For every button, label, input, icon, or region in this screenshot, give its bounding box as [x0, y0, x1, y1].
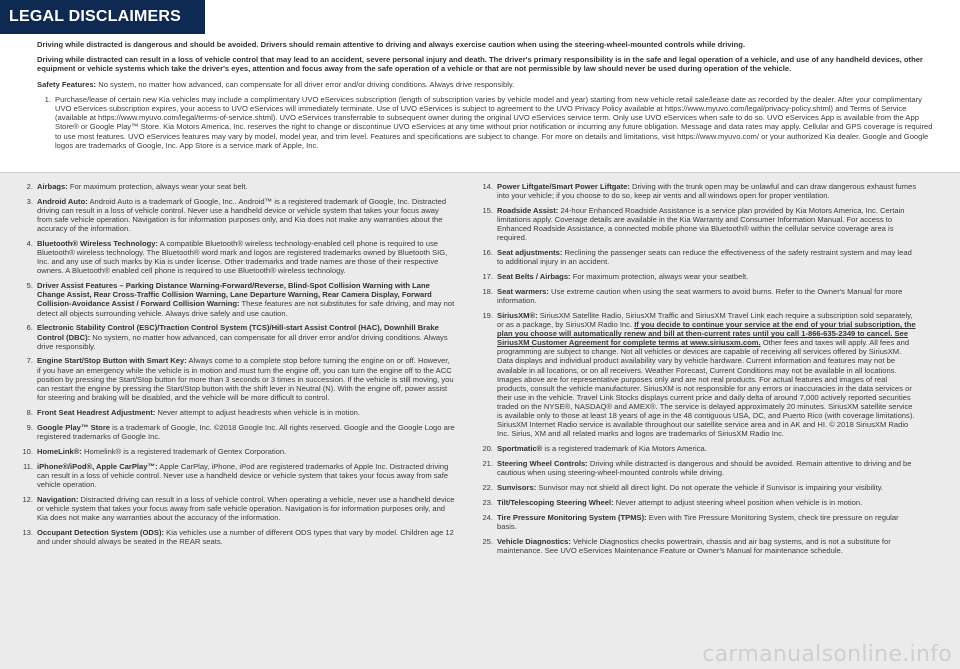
- disclaimer-number: 6.: [26, 323, 33, 333]
- disclaimer-item: [17, 281, 455, 317]
- disclaimer-label: Steering Wheel Controls:: [497, 459, 588, 469]
- disclaimer-number: 24.: [482, 512, 493, 522]
- disclaimer-item: [477, 248, 917, 266]
- disclaimer-body: Android Auto is a trademark of Google, Inc.. Android™ is a registered trademark of Google, Inc. Distracted driving can result in a loss of vehicle control. Never use a handheld device or vehicle system that takes your focus away from safe vehicle operation. Navigation is for information purposes only, and Kia does not make any warranties about the accuracy of the information.: [37, 196, 447, 234]
- disclaimer-item: [477, 206, 917, 242]
- right-column: [477, 182, 917, 561]
- disclaimer-label: Front Seat Headrest Adjustment:: [37, 407, 156, 417]
- disclaimer-body: 24-hour Enhanced Roadside Assistance is a service plan provided by Kia Motors America, Inc. Certain limitations apply. Coverage details are available in the Kia Warranty and Consumer Information Manual. For access to Enhanced Roadside Assistance, a connected mobile phone via Bluetooth® within the cellular service coverage area is required.: [497, 205, 905, 243]
- renewal-notice: If you decide to continue your service at the end of your trial subscription, the plan you choose will automatically renew and bill at then-current rates until you call 1-866-635-2349 to cancel. See SiriusXM Customer Agreement for complete terms at www.siriusxm.com.: [497, 320, 916, 348]
- disclaimer-body: is a trademark of Google, Inc. ©2018 Google Inc. All rights reserved. Google and the Google Logo are registered trademarks of Google Inc.: [37, 422, 455, 441]
- disclaimer-label: Driver Assist Features – Parking Distance Warning-Forward/Reverse, Blind-Spot Collision Warning with Lane Change Assist, Rear Cross-Traffic Collision Warning, Lane Departure Warning, Rear Camera Display, Forward Collision-Avoidance Assist / Forward Collision Warning:: [37, 281, 432, 309]
- disclaimer-label: Google Play™ Store: [37, 422, 111, 432]
- disclaimer-body: Driving while distracted is dangerous and should be avoided. Remain attentive to driving and be cautious when using steering-wheel-mounted controls while driving.: [497, 459, 912, 478]
- disclaimer-label: Engine Start/Stop Button with Smart Key:: [37, 356, 187, 366]
- disclaimer-item: [477, 311, 917, 438]
- safety-features-notice: [37, 80, 937, 89]
- disclaimer-item: [477, 459, 917, 477]
- disclaimer-text: [497, 272, 917, 281]
- disclaimer-text: [37, 281, 455, 317]
- disclaimer-label: Navigation:: [37, 494, 79, 504]
- disclaimer-text: [497, 444, 917, 453]
- disclaimer-number: 8.: [26, 407, 33, 417]
- disclaimer-number: 21.: [482, 459, 493, 469]
- disclaimer-label: SiriusXM®:: [497, 311, 538, 321]
- disclaimer-item: [17, 323, 455, 350]
- disclaimer-body: For maximum protection, always wear your seatbelt.: [570, 272, 749, 282]
- disclaimer-body: Apple CarPlay, iPhone, iPod are registered trademarks of Apple Inc. Distracted driving can result in a loss of vehicle control. Never use a handheld device or vehicle system that takes your focus away from safe vehicle operation.: [37, 461, 449, 489]
- watermark: carmanualsonline.info: [702, 642, 952, 667]
- disclaimer-text: [497, 513, 917, 531]
- disclaimer-label: Vehicle Diagnostics:: [497, 536, 571, 546]
- disclaimer-item: [17, 462, 455, 489]
- disclaimer-text: [37, 495, 455, 522]
- disclaimer-number: 18.: [482, 287, 493, 297]
- disclaimer-text: [497, 248, 917, 266]
- disclaimer-number: 22.: [482, 483, 493, 492]
- disclaimer-body: Homelink® is a registered trademark of Gentex Corporation.: [81, 446, 287, 456]
- disclaimer-item: [477, 444, 917, 453]
- disclaimer-text: [37, 356, 455, 401]
- disclaimer-text: [497, 483, 917, 492]
- disclaimer-text: [37, 528, 455, 546]
- disclaimer-body: Distracted driving can result in a loss of vehicle control. When operating a vehicle, never use a handheld device or vehicle system that takes your focus away from safe vehicle operation. Navigation is for information purposes only, and Kia does not make any warranties about the accuracy of the information.: [37, 494, 455, 522]
- disclaimer-label: Occupant Detection System (ODS):: [37, 527, 165, 537]
- disclaimer-body: Even with Tire Pressure Monitoring System, check tire pressure on regular basis.: [497, 512, 899, 531]
- disclaimer-text: [37, 447, 455, 456]
- disclaimer-label: Tire Pressure Monitoring System (TPMS):: [497, 512, 647, 522]
- disclaimer-body: Driving with the trunk open may be unlawful and can draw dangerous exhaust fumes into your vehicle; if you choose to do so, keep air vents and all windows open for proper ventilation.: [497, 182, 917, 201]
- disclaimer-number: 4.: [26, 239, 33, 249]
- disclaimer-text: [497, 182, 917, 200]
- disclaimer-number: 13.: [22, 527, 33, 537]
- disclaimer-number: 10.: [22, 446, 33, 456]
- disclaimer-label: Tilt/Telescoping Steering Wheel:: [497, 497, 614, 507]
- disclaimer-number: 14.: [482, 182, 493, 191]
- disclaimer-item: [477, 182, 917, 200]
- disclaimer-body: Kia vehicles use a number of different ODS types that vary by model. Children age 12 and under should always be seated in the REAR seats.: [37, 527, 454, 546]
- disclaimer-number: 12.: [22, 494, 33, 504]
- disclaimer-item: [477, 272, 917, 281]
- disclaimer-label: Android Auto:: [37, 196, 88, 206]
- disclaimer-number: 5.: [26, 281, 33, 291]
- disclaimer-item: [17, 423, 455, 441]
- disclaimer-label: Electronic Stability Control (ESC)/Traction Control System (TCS)/Hill-start Assist Control (HAC), Downhill Brake Control (DBC):: [37, 323, 439, 342]
- disclaimer-item: [17, 495, 455, 522]
- disclaimer-number: 25.: [482, 536, 493, 546]
- safety-features-label: Safety Features:: [37, 79, 97, 89]
- disclaimer-item: [477, 287, 917, 305]
- disclaimer-text: [37, 462, 455, 489]
- disclaimer-text: [37, 408, 455, 417]
- disclaimer-item: [17, 239, 455, 275]
- disclaimer-body: Always come to a complete stop before turning the engine on or off. However, if you have an emergency while the vehicle is in motion and must turn the engine off, you can turn the engine off to the ACC position by pressing the Start/Stop button for more than 3 seconds or 3 times in succession. If the vehicle is still moving, you can restart the engine by pressing the Start/Stop button with the shift lever in Neutral (N). With the engine off, power assist for steering and braking will be disabled, and the vehicle will be more difficult to control.: [37, 356, 454, 402]
- disclaimer-item: [477, 498, 917, 507]
- disclaimer-item: [477, 483, 917, 492]
- driver-responsibility-notice: Driving while distracted can result in a loss of vehicle control that may lead to an accident, severe personal injury and death. The driver's primary responsibility is in the safe and legal operation of a vehicle, and use of any handheld devices, other equipment or vehicle systems which take the driver's eyes, attention and focus away from the safe operation of a vehicle or that are not permissible by law should never be used during operation of the vehicle.: [37, 55, 923, 74]
- disclaimer-number: 17.: [482, 272, 493, 282]
- disclaimer-body: A compatible Bluetooth® wireless technology-enabled cell phone is required to use Bluetooth® wireless technology. The Bluetooth® word mark and logos are registered trademarks owned by Bluetooth SIG, Inc. and any use of such marks by Kia is under license. Other trademarks and trade names are those of their respective owners. A Bluetooth® enabled cell phone is required to use Bluetooth® wireless technology.: [37, 239, 448, 276]
- disclaimer-item: [477, 537, 917, 555]
- disclaimer-label: Power Liftgate/Smart Power Liftgate:: [497, 182, 630, 191]
- disclaimer-label: Seat adjustments:: [497, 248, 563, 258]
- disclaimer-body: SiriusXM Satellite Radio, SiriusXM Traffic and SiriusXM Travel Link each require a subscription sold separately, or as a package, by SiriusXM Radio Inc.: [497, 311, 913, 330]
- disclaimer-item: [17, 356, 455, 401]
- disclaimer-item: [17, 197, 455, 233]
- disclaimer-number: 19.: [482, 311, 493, 321]
- disclaimer-text: [497, 311, 917, 438]
- left-column: [17, 182, 455, 552]
- disclaimer-item: [17, 528, 455, 546]
- disclaimer-text: [37, 197, 455, 233]
- disclaimer-item: [17, 408, 455, 417]
- disclaimer-body: Vehicle Diagnostics checks powertrain, chassis and air bag systems, and is not a substitute for maintenance. See UVO eServices Maintenance Feature or Owner's Manual for maintenance schedule.: [497, 536, 891, 555]
- disclaimer-label: Airbags:: [37, 182, 68, 191]
- disclaimer-item: [17, 447, 455, 456]
- disclaimer-body: Sunvisor may not shield all direct light. Do not operate the vehicle if Sunvisor is impairing your visibility.: [536, 483, 884, 492]
- disclaimer-body: These features are not substitutes for safe driving, and may not detect all objects surrounding vehicle. Always drive safely and use caution.: [37, 299, 455, 318]
- disclaimer-text: [37, 423, 455, 441]
- intro-section: [37, 40, 937, 156]
- distracted-driving-notice: Driving while distracted is dangerous and should be avoided. Drivers should remain attentive to driving and always exercise caution when using the steering-wheel-mounted controls while driving.: [37, 40, 746, 49]
- disclaimer-label: Sunvisors:: [497, 483, 537, 492]
- disclaimer-body: No system, no matter how advanced, can compensate for all driver error and/or driving conditions. Always drive responsibly.: [37, 332, 448, 351]
- disclaimer-text: [497, 459, 917, 477]
- disclaimer-body: Never attempt to adjust steering wheel position when vehicle is in motion.: [613, 497, 863, 507]
- disclaimer-body: Use extreme caution when using the seat warmers to avoid burns. Refer to the Owner's Manual for more information.: [497, 287, 903, 306]
- disclaimer-text: [37, 182, 455, 191]
- disclaimer-body: For maximum protection, always wear your seat belt.: [67, 182, 248, 191]
- disclaimer-number: 16.: [482, 248, 493, 258]
- disclaimer-item: [17, 182, 455, 191]
- disclaimer-label: HomeLink®:: [37, 446, 82, 456]
- disclaimer-body-continued: Other fees and taxes will apply. All fees and programming are subject to change. Not all vehicles or devices are capable of receiving all services offered by SiriusXM. Data displays and individual product availability vary by vehicle hardware. Current information and features may not be available in all locations, or on all receivers. Weather Forecast, Current Conditions may not be available in all locations. Images above are for representative purposes only and are not real products. For actual features and images of real products, consult the vehicle manufacturer. SiriusXM is not responsible for any errors or inaccuracies in the data services or their use in the vehicle. Travel Link Stocks displays current price and daily delta of around 7,000 actively reported securities traded on the NYSE®, NASDAQ® and AMEX®. The service is delayed approximately 20 minutes. SiriusXM satellite service is available only to those at least 18 years of age in the 48 contiguous USA, DC, and Puerto Rico (with coverage limitations). SiriusXM Internet Radio service is available throughout our satellite service area and in AK and HI. © 2018 SiriusXM Radio Inc. Sirius, XM and all related marks and logos are trademarks of SiriusXM Radio Inc.: [497, 338, 915, 439]
- disclaimer-item: [37, 95, 937, 150]
- disclaimer-label: Bluetooth® Wireless Technology:: [37, 239, 158, 249]
- disclaimer-number: 20.: [482, 444, 493, 454]
- disclaimer-text: [497, 537, 917, 555]
- disclaimer-number: 23.: [482, 497, 493, 507]
- disclaimer-label: Seat Belts / Airbags:: [497, 272, 571, 282]
- disclaimer-number: 7.: [26, 356, 33, 366]
- page-title: LEGAL DISCLAIMERS: [9, 8, 182, 25]
- disclaimer-number: 2.: [26, 182, 33, 191]
- disclaimer-label: iPhone®/iPod®, Apple CarPlay™:: [37, 461, 158, 471]
- disclaimer-label: Sportmatic®: [497, 444, 543, 454]
- disclaimer-text: [497, 498, 917, 507]
- disclaimer-number: 15.: [482, 205, 493, 215]
- disclaimer-body: Never attempt to adjust headrests when vehicle is in motion.: [155, 407, 361, 417]
- disclaimer-number: 3.: [26, 196, 33, 206]
- safety-features-text: No system, no matter how advanced, can compensate for all driver error and/or driving conditions. Always drive responsibly.: [96, 79, 515, 89]
- disclaimer-number: 11.: [23, 461, 33, 471]
- disclaimer-item: [477, 513, 917, 531]
- disclaimer-body: is a registered trademark of Kia Motors America.: [542, 444, 707, 454]
- disclaimer-text: [497, 206, 917, 242]
- disclaimer-text: [37, 239, 455, 275]
- disclaimer-label: Roadside Assist:: [497, 205, 559, 215]
- disclaimer-number: 1.: [44, 94, 51, 104]
- page-header: [0, 0, 205, 34]
- disclaimer-label: Seat warmers:: [497, 287, 549, 297]
- disclaimer-text: Purchase/lease of certain new Kia vehicles may include a complimentary UVO eServices subscription (length of subscription varies by vehicle model and year) starting from new vehicle retail sale/lease date as recorded by the dealer. After your complimentary UVO eServices subscription expires, your access to UVO eServices will immediately terminate. Use of UVO eServices is subject to agreement to the UVO Privacy Policy available at https://www.myuvo.com/legal/privacy-policy.shtml) and Terms of Service (available at https://www.myuvo.com/legal/terms-of-service.shtml). UVO eServices transferrable to subsequent owner during the original UVO eServices service term. Only use UVO eServices when safe to do so. UVO eServices App is available from the App Store® or Google Play™ Store. Kia Motors America, Inc. reserves the right to change or discontinue UVO eServices at any time without prior notification or incurring any future obligation. Message and data rates may apply. Cellular and GPS coverage is required to use most features. UVO eServices features may vary by model, model year, and trim level. Features and specifications are subject to change. For more on details and limitations, visit https://www.myuvo.com/ or your authorized Kia dealer. Google and Google logos are trademarks of Google, Inc. App Store is a service mark of Apple, Inc.: [55, 94, 933, 150]
- disclaimer-text: [497, 287, 917, 305]
- disclaimer-body: Reclining the passenger seats can reduce the effectiveness of the safety restraint system and may lead to additional injury in an accident.: [497, 248, 912, 267]
- disclaimer-number: 9.: [26, 422, 33, 432]
- disclaimer-text: [37, 323, 455, 350]
